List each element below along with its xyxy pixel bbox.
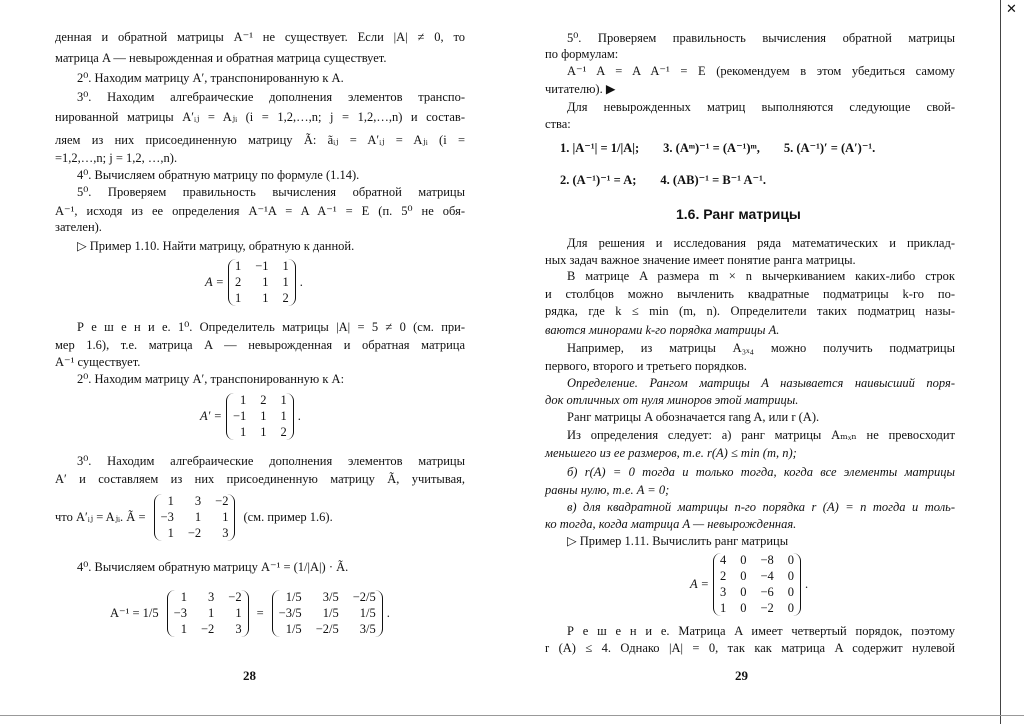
close-icon[interactable]: ✕: [1006, 2, 1017, 17]
matrix-cell: −2: [228, 590, 242, 604]
matrix-cell: 3: [719, 585, 727, 599]
matrix-cell: 1: [167, 494, 174, 508]
text-line: =: [256, 606, 264, 620]
matrix-cell: 1: [280, 409, 287, 423]
text-line: Ранг матрицы A обозначается rang A, или r (A).: [567, 410, 820, 424]
text-line: 4⁰. Вычисляем обратную матрицу A⁻¹ = (1/|A|) · Ã.: [77, 560, 349, 574]
matrix-cell: 0: [787, 553, 795, 567]
matrix-cell: 1: [262, 275, 269, 289]
example-heading: ▷ Пример 1.11. Вычислить ранг матрицы: [567, 534, 789, 548]
text-line: мер 1.6), т.е. матрица A — невырожденная и обратная матрица: [55, 338, 465, 352]
text-line: A⁻¹, исходя из ее определения A⁻¹A = A A⁻¹ = E (п. 5⁰ не обя-: [55, 204, 465, 218]
matrix-A4: [690, 553, 808, 616]
text-line: ства:: [545, 117, 571, 131]
matrix-cell: 3: [208, 590, 215, 604]
matrix-tail: .: [299, 275, 303, 289]
matrix-cell: 3: [235, 622, 242, 636]
matrix-cell: 4: [719, 553, 727, 567]
matrix-cell: −2: [200, 622, 215, 636]
matrix-A: [205, 259, 303, 306]
text-line: нированной матрицы A′ᵢⱼ = Aⱼᵢ (i = 1,2,…,n; j = 1,2,…,n) и состав-: [55, 110, 465, 124]
properties-row-1: [560, 141, 875, 156]
matrix-cell: 0: [787, 601, 795, 615]
matrix-cell: 1/5: [322, 606, 339, 620]
property-5: 5. (A⁻¹)′ = (A′)⁻¹.: [783, 141, 876, 155]
text-line: ваются минорами k-го порядка матрицы A.: [545, 323, 780, 337]
matrix-tail: .: [386, 606, 390, 620]
text-line: ляем из них присоединенную матрицу Ã: ãᵢⱼ = A′ᵢⱼ = Aⱼᵢ (i =: [55, 133, 465, 147]
matrix-cell: 1: [280, 393, 287, 407]
text-line: рядка, где k ≤ min (m, n). Определители таких подматриц назы-: [545, 304, 955, 318]
matrix-adjugate: [154, 494, 236, 541]
matrix-cell: −2: [187, 526, 202, 540]
text-line: 2⁰. Находим матрицу A′, транспонированную к A:: [77, 372, 345, 386]
properties-row-2: [560, 173, 766, 188]
matrix-cell: 1: [208, 606, 215, 620]
property-2: 2. (A⁻¹)⁻¹ = A;: [560, 173, 637, 187]
text-line: читателю). ▶: [545, 82, 616, 96]
matrix-cell: 1: [235, 606, 242, 620]
text-line: меньшего из ее размеров, т.е. r(A) ≤ min (m, n);: [545, 446, 797, 460]
matrix-cell: −2/5: [315, 622, 339, 636]
text-line: первого, второго и третьего порядков.: [545, 359, 747, 373]
matrix-cell: 1: [260, 409, 267, 423]
matrix-cell: 0: [787, 569, 795, 583]
matrix-cell: −3: [160, 510, 174, 524]
matrix-cell: 0: [740, 601, 747, 615]
matrix-cell: 0: [740, 569, 747, 583]
matrix-cell: 2: [280, 425, 287, 439]
example-heading: ▷ Пример 1.10. Найти матрицу, обратную к данной.: [77, 239, 355, 253]
page-edge-right: [1000, 0, 1001, 724]
text-line: Р е ш е н и е. 1⁰. Определитель матрицы |A| = 5 ≠ 0 (см. при-: [77, 320, 465, 334]
page-number: 28: [243, 668, 256, 683]
matrix-cell: 1: [234, 259, 242, 273]
text-line: A⁻¹ A = A A⁻¹ = E (рекомендуем в этом убедиться самому: [567, 64, 955, 78]
matrix-cell: 0: [787, 585, 795, 599]
text-line: Например, из матрицы A₃ₓ₄ можно получить подматрицы: [567, 341, 955, 355]
text-line: матрица A — невырожденная и обратная матрица существует.: [55, 51, 387, 65]
matrix-cell: 1/5: [285, 590, 302, 604]
matrix-cell: 2: [234, 275, 242, 289]
text-line: 4⁰. Вычисляем обратную матрицу по формуле (1.14).: [77, 168, 360, 182]
matrix-body: [228, 259, 296, 306]
matrix-cell: −2: [760, 601, 774, 615]
matrix-A-transposed: [200, 393, 301, 440]
matrix-cell: 1: [240, 425, 247, 439]
matrix-cell: 3/5: [322, 590, 339, 604]
property-4: 4. (AB)⁻¹ = B⁻¹ A⁻¹.: [660, 173, 766, 187]
text-line: =1,2,…,n; j = 1,2, …,n).: [55, 151, 178, 165]
text-line: (см. пример 1.6).: [243, 510, 333, 524]
text-line: равны нулю, т.е. A = 0;: [545, 483, 670, 497]
text-line: Для решения и исследования ряда математических и приклад-: [567, 236, 955, 250]
text-line: Р е ш е н и е. Матрица A имеет четвертый порядок, поэтому: [567, 624, 955, 638]
adjugate-formula-row: [55, 494, 333, 541]
matrix-cell: 1: [222, 510, 229, 524]
matrix-cell: 1: [234, 291, 242, 305]
matrix-cell: 1: [194, 510, 202, 524]
matrix-cell: 3: [222, 526, 229, 540]
text-line: и столбцов можно вычленить квадратные подматрицы k-го по-: [545, 287, 955, 301]
matrix-cell: 1: [262, 291, 269, 305]
matrix-cell: 0: [740, 553, 747, 567]
matrix-cell: 1/5: [359, 606, 376, 620]
text-line: A⁻¹ = 1/5: [110, 606, 159, 620]
text-line: r (A) ≤ 4. Однако |A| = 0, так как матрица A содержит нулевой: [545, 641, 955, 655]
text-line: денная и обратной матрицы A⁻¹ не существует. Если |A| ≠ 0, то: [55, 30, 465, 44]
text-line: по формулам:: [545, 47, 619, 61]
property-3: 3. (Aᵐ)⁻¹ = (A⁻¹)ᵐ,: [663, 141, 760, 155]
matrix-cell: −6: [760, 585, 774, 599]
matrix-cell: −2/5: [352, 590, 376, 604]
page-edge-bottom: [0, 715, 1024, 716]
matrix-cell: −1: [232, 409, 247, 423]
matrix-cell: 2: [719, 569, 727, 583]
matrix-adjugate-copy: [167, 590, 249, 637]
matrix-cell: −8: [760, 553, 774, 567]
matrix-cell: 1: [719, 601, 727, 615]
text-line: что A′ᵢⱼ = Aⱼᵢ. Ã =: [55, 510, 146, 524]
text-line: б) r(A) = 0 тогда и только тогда, когда все элементы матрицы: [567, 465, 955, 479]
matrix-cell: −3/5: [278, 606, 302, 620]
text-line: A′ и составляем из них присоединенную матрицу Ã, учитывая,: [55, 472, 465, 486]
matrix-cell: 0: [740, 585, 747, 599]
matrix-cell: 3: [194, 494, 202, 508]
text-line: A⁻¹ существует.: [55, 355, 141, 369]
matrix-cell: 1: [282, 259, 289, 273]
matrix-body: [226, 393, 294, 440]
matrix-label: A =: [205, 275, 224, 289]
property-1: 1. |A⁻¹| = 1/|A|;: [560, 141, 640, 155]
matrix-body: [713, 553, 801, 616]
text-line: 2⁰. Находим матрицу A′, транспонированную к A.: [77, 71, 344, 85]
text-line: в) для квадратной матрицы n-го порядка r (A) = n тогда и толь-: [567, 500, 955, 514]
matrix-tail: .: [297, 409, 301, 423]
inverse-formula-row: [110, 590, 390, 637]
matrix-tail: .: [805, 577, 809, 591]
text-line: Для невырожденных матриц выполняются следующие свой-: [567, 100, 955, 114]
definition: Определение. Рангом матрицы A называется наивысший поря-: [567, 376, 955, 390]
matrix-cell: 2: [260, 393, 267, 407]
matrix-cell: 1: [240, 393, 247, 407]
text-line: ных задач важное значение имеет понятие ранга матрицы.: [545, 253, 856, 267]
matrix-body: [272, 590, 383, 637]
section-heading: 1.6. Ранг матрицы: [676, 206, 801, 222]
text-line: 3⁰. Находим алгебраические дополнения элементов транспо-: [77, 90, 465, 104]
text-line: В матрице A размера m × n вычеркиванием каких-либо строк: [567, 269, 955, 283]
matrix-cell: 1: [180, 622, 187, 636]
text-line: док отличных от нуля миноров этой матрицы.: [545, 393, 799, 407]
page-number: 29: [735, 668, 748, 683]
text-line: Из определения следует: а) ранг матрицы Aₘₓₙ не превосходит: [567, 428, 955, 442]
matrix-cell: −1: [255, 259, 269, 273]
matrix-label: A′ =: [200, 409, 222, 423]
matrix-label: A =: [690, 577, 709, 591]
matrix-cell: 1: [260, 425, 267, 439]
matrix-cell: 3/5: [359, 622, 376, 636]
text-line: зателен).: [55, 220, 102, 234]
text-line: 5⁰. Проверяем правильность вычисления обратной матрицы: [567, 31, 955, 45]
matrix-cell: 1: [180, 590, 187, 604]
matrix-inverse: [272, 590, 390, 637]
matrix-cell: 1: [282, 275, 289, 289]
matrix-body: [167, 590, 249, 637]
matrix-body: [154, 494, 236, 541]
matrix-cell: −4: [760, 569, 774, 583]
matrix-cell: −3: [173, 606, 187, 620]
matrix-cell: 1/5: [285, 622, 302, 636]
matrix-cell: 1: [167, 526, 174, 540]
text-line: 3⁰. Находим алгебраические дополнения элементов матрицы: [77, 454, 465, 468]
matrix-cell: 2: [282, 291, 289, 305]
matrix-cell: −2: [215, 494, 229, 508]
text-line: 5⁰. Проверяем правильность вычисления обратной матрицы: [77, 185, 465, 199]
text-line: ко тогда, когда матрица A — невырожденная.: [545, 517, 797, 531]
